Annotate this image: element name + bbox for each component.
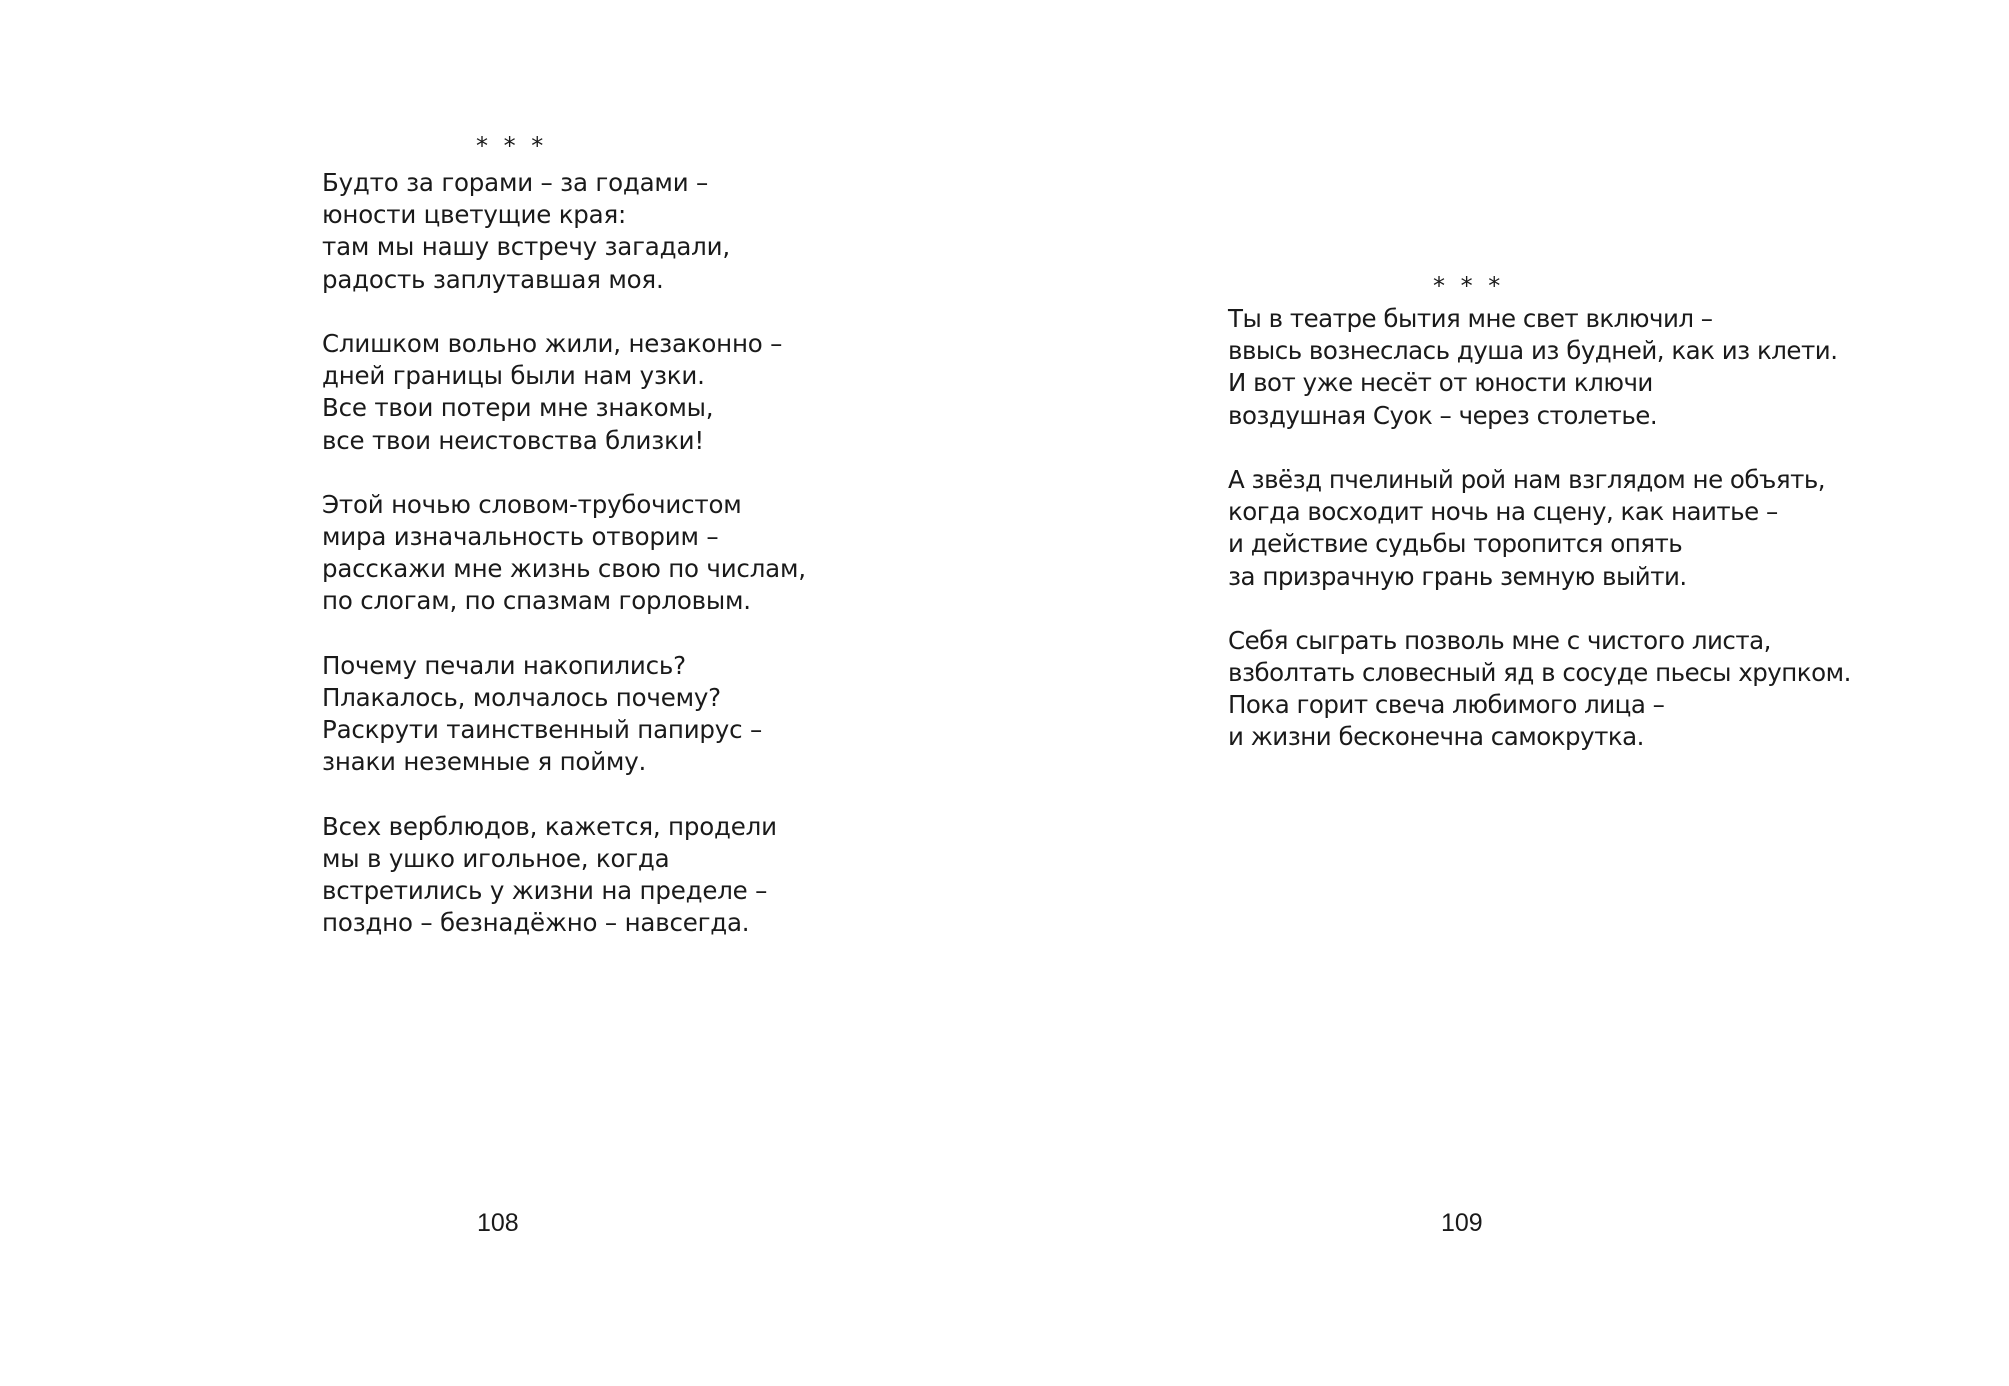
poem-line: за призрачную грань земную выйти.: [1228, 561, 1687, 591]
page-number: 109: [1441, 1209, 1483, 1237]
stanza: [322, 328, 806, 457]
poem-separator: * * *: [476, 132, 548, 160]
poem-line: знаки неземные я пойму.: [322, 747, 647, 777]
poem-line: Все твои потери мне знакомы,: [322, 393, 714, 423]
poem-line: радость заплутавшая моя.: [322, 264, 664, 294]
poem-line: расскажи мне жизнь свою по числам,: [322, 554, 806, 584]
stanza: [322, 811, 806, 940]
poem-line: Всех верблюдов, кажется, продели: [322, 811, 777, 841]
poem-line: и действие судьбы торопится опять: [1228, 529, 1683, 559]
poem-line: Слишком вольно жили, незаконно –: [322, 328, 783, 358]
poem-line: и жизни бесконечна самокрутка.: [1228, 722, 1644, 752]
right-page: [1004, 0, 2009, 1386]
poem-line: воздушная Суок – через столетье.: [1228, 400, 1658, 430]
poem-line: А звёзд пчелиный рой нам взглядом не объять,: [1228, 464, 1826, 494]
poem-line: поздно – безнадёжно – навсегда.: [322, 908, 750, 938]
poem-line: взболтать словесный яд в сосуде пьесы хрупком.: [1228, 658, 1851, 688]
poem-line: встретились у жизни на пределе –: [322, 876, 768, 906]
stanza: [322, 167, 806, 296]
stanza: [322, 650, 806, 779]
stanza: [1228, 464, 1851, 593]
poem-line: мы в ушко игольное, когда: [322, 843, 670, 873]
poem-line: Почему печали накопились?: [322, 650, 686, 680]
poem-line: все твои неистовства близки!: [322, 425, 705, 455]
poem-line: Раскрути таинственный папирус –: [322, 715, 762, 745]
poem-line: там мы нашу встречу загадали,: [322, 232, 730, 262]
poem-line: И вот уже несёт от юности ключи: [1228, 368, 1653, 398]
poem-line: Этой ночью словом-трубочистом: [322, 489, 742, 519]
poem: [322, 167, 806, 940]
poem-line: Будто за горами – за годами –: [322, 168, 709, 197]
poem-line: Себя сыграть позволь мне с чистого листа,: [1228, 625, 1771, 655]
poem-line: ввысь вознеслась душа из будней, как из клети.: [1228, 336, 1838, 366]
poem-line: Пока горит свеча любимого лица –: [1228, 690, 1665, 720]
poem: [1228, 303, 1851, 754]
poem-line: мира изначальность отворим –: [322, 522, 719, 552]
poem-line: Плакалось, молчалось почему?: [322, 683, 721, 712]
stanza: [1228, 303, 1851, 432]
stanza: [322, 489, 806, 618]
poem-line: юности цветущие края:: [322, 200, 627, 230]
poem-line: по слогам, по спазмам горловым.: [322, 586, 751, 616]
poem-separator: * * *: [1433, 272, 1505, 300]
page-number: 108: [477, 1209, 519, 1237]
poem-line: Ты в театре бытия мне свет включил –: [1228, 304, 1713, 333]
stanza: [1228, 625, 1851, 754]
poem-line: когда восходит ночь на сцену, как наитье –: [1228, 497, 1778, 527]
left-page: [0, 0, 1004, 1386]
poem-line: дней границы были нам узки.: [322, 361, 705, 391]
